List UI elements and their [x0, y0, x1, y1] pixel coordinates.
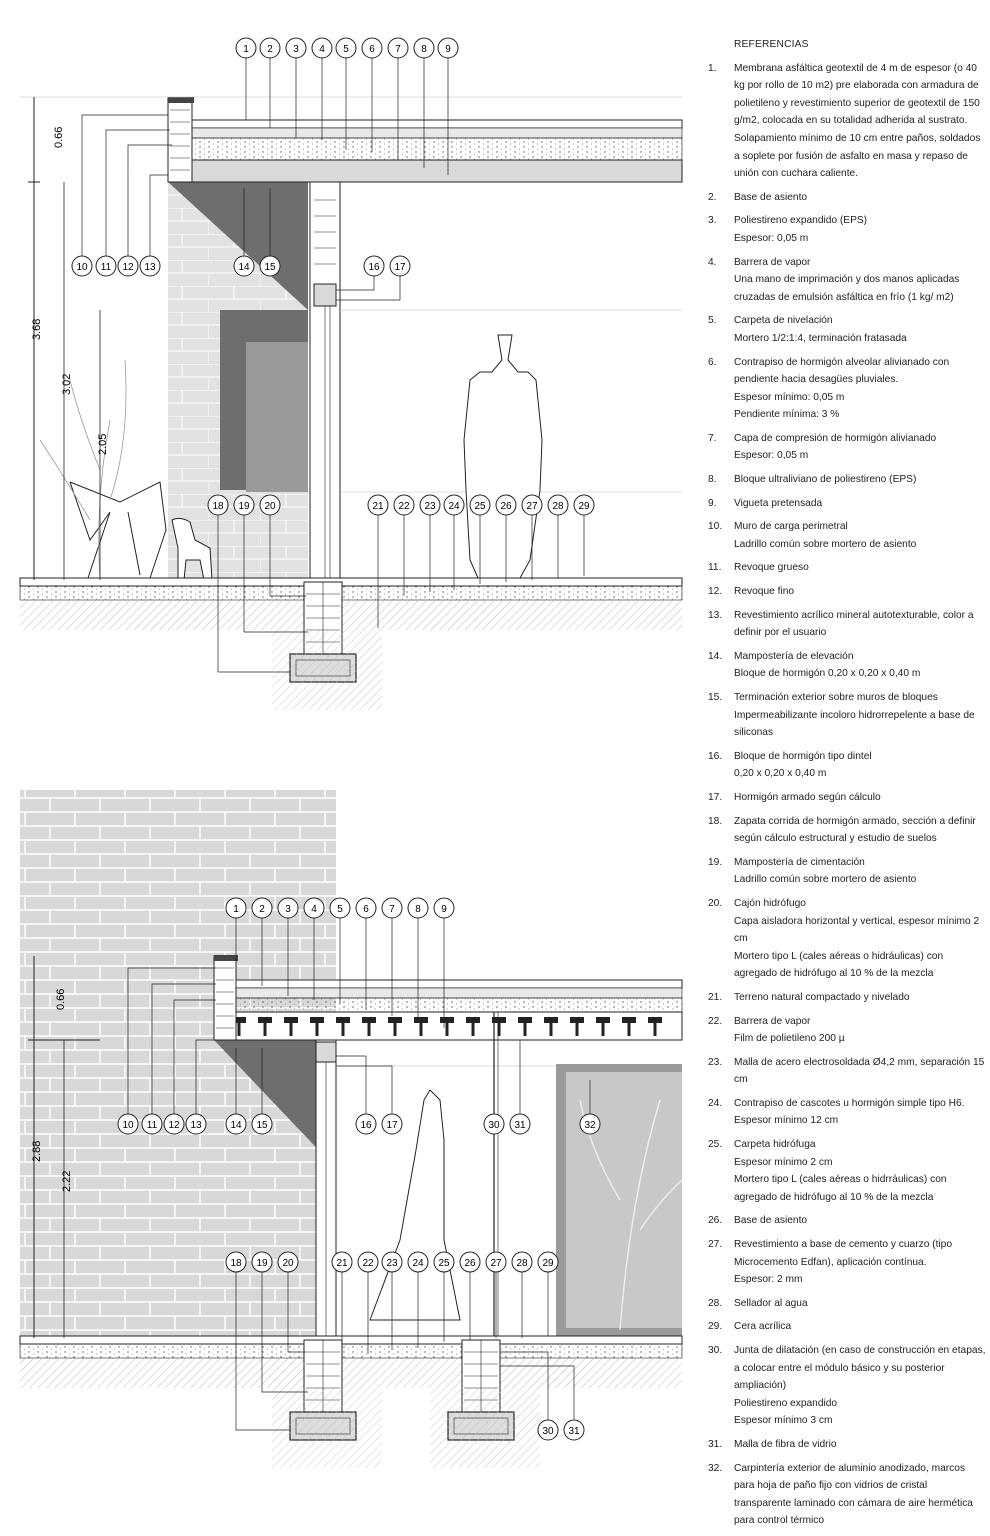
reference-number: 17. [708, 791, 723, 803]
callout-7 [382, 898, 402, 918]
svg-text:5: 5 [337, 904, 343, 915]
svg-text:7: 7 [395, 44, 401, 55]
callout-25 [470, 495, 490, 515]
callout-12 [118, 256, 138, 276]
svg-text:15: 15 [256, 1120, 268, 1131]
callout-21 [332, 1252, 352, 1272]
dim-288: 2.88 [31, 1140, 43, 1162]
reference-item [708, 748, 986, 783]
dim-066-top: 0.66 [53, 126, 65, 148]
svg-text:5: 5 [343, 44, 349, 55]
reference-number: 21. [708, 991, 723, 1003]
callout-30 [538, 1420, 558, 1440]
callout-30-upper [484, 1114, 504, 1134]
reference-number: 11. [708, 562, 722, 574]
svg-text:20: 20 [264, 501, 276, 512]
reference-text: Membrana asfáltica geotextil de 4 m de espesor (o 40 kg por rollo de 10 m2) pre elaborada con armadura de polietileno y revestimiento superior de geotextil de 150 g/m2, colocada en su totalidad adherida al sustrato. Solapamiento mínimo de 10 cm entre paños, soldados a soplete por fusión de asfalto en masa y repaso de unión con cuchara caliente. [734, 62, 981, 180]
reference-text: Capa de compresión de hormigón alivianado [734, 432, 937, 444]
reference-number: 2. [708, 191, 717, 203]
reference-text: Mortero tipo L (cales aéreas o hidráulicas) con agregado de hidrófugo al 10 % de la mezcla [734, 950, 944, 980]
reference-text: Film de polietileno 200 µ [734, 1033, 845, 1045]
reference-number: 26. [708, 1215, 723, 1227]
reference-number: 31. [708, 1438, 723, 1450]
svg-text:22: 22 [398, 501, 410, 512]
dim-222: 2.22 [61, 1170, 73, 1192]
svg-text:25: 25 [474, 501, 486, 512]
svg-text:4: 4 [311, 904, 317, 915]
callout-24 [444, 495, 464, 515]
svg-text:18: 18 [230, 1258, 242, 1269]
svg-text:13: 13 [144, 262, 156, 273]
references-list [708, 60, 986, 1530]
section-bottom [20, 790, 682, 1468]
reference-number: 24. [708, 1097, 723, 1109]
reference-text: Espesor mínimo 12 cm [734, 1115, 839, 1127]
callout-15 [260, 256, 280, 276]
reference-text: Contrapiso de cascotes u hormigón simple tipo H6. [734, 1097, 965, 1109]
reference-number: 7. [708, 432, 717, 444]
svg-text:11: 11 [100, 262, 112, 273]
reference-number: 18. [708, 815, 723, 827]
svg-text:17: 17 [394, 262, 406, 273]
svg-text:14: 14 [238, 262, 250, 273]
reference-text: Poliestireno expandido [734, 1397, 838, 1409]
reference-text: Pendiente mínima: 3 % [734, 409, 840, 421]
reference-item [708, 559, 986, 577]
reference-text: Cera acrílica [734, 1321, 792, 1333]
callout-22 [394, 495, 414, 515]
svg-text:31: 31 [514, 1120, 526, 1131]
svg-text:22: 22 [362, 1258, 374, 1269]
reference-number: 12. [708, 586, 723, 598]
reference-item [708, 1136, 986, 1206]
reference-text: Poliestireno expandido (EPS) [734, 215, 868, 227]
svg-text:31: 31 [568, 1426, 580, 1437]
reference-item [708, 1054, 986, 1089]
reference-text: Barrera de vapor [734, 256, 811, 268]
svg-text:16: 16 [368, 262, 380, 273]
reference-number: 29. [708, 1321, 723, 1333]
reference-item [708, 471, 986, 489]
reference-text: Carpeta de nivelación [734, 315, 833, 327]
reference-text: Espesor mínimo: 0,05 m [734, 391, 845, 403]
svg-text:8: 8 [421, 44, 427, 55]
reference-item [708, 1095, 986, 1130]
callout-28 [548, 495, 568, 515]
reference-item [708, 430, 986, 465]
svg-text:13: 13 [190, 1120, 202, 1131]
reference-item [708, 495, 986, 513]
callout-7 [388, 38, 408, 58]
callout-14 [234, 256, 254, 276]
reference-text: Una mano de imprimación y dos manos aplicadas cruzadas de emulsión asfáltica en frío (1 kg/ m2) [734, 274, 960, 303]
callout-27 [486, 1252, 506, 1272]
reference-item [708, 1212, 986, 1230]
reference-item [708, 689, 986, 742]
callout-5 [330, 898, 350, 918]
reference-item [708, 60, 986, 183]
svg-text:16: 16 [360, 1120, 372, 1131]
reference-text: Terminación exterior sobre muros de bloques [734, 692, 938, 703]
reference-number: 8. [708, 474, 717, 486]
reference-number: 19. [708, 856, 723, 868]
callout-2 [252, 898, 272, 918]
reference-number: 15. [708, 692, 723, 703]
callout-20 [278, 1252, 298, 1272]
svg-text:4: 4 [319, 44, 325, 55]
svg-text:19: 19 [238, 501, 250, 512]
svg-text:8: 8 [415, 904, 421, 915]
reference-text: Terreno natural compactado y nivelado [734, 991, 910, 1003]
callout-25 [434, 1252, 454, 1272]
svg-text:17: 17 [386, 1120, 398, 1131]
reference-number: 27. [708, 1239, 723, 1251]
callouts-floor-top [368, 495, 594, 515]
svg-text:11: 11 [146, 1120, 158, 1131]
svg-text:32: 32 [584, 1120, 596, 1131]
reference-number: 3. [708, 215, 717, 227]
callouts-foundation-bottom [226, 1252, 298, 1272]
reference-item [708, 1236, 986, 1289]
reference-item [708, 789, 986, 807]
reference-text: Junta de dilatación (en caso de construcción en etapas, a colocar entre el módulo básico y su posterior ampliación) [734, 1345, 986, 1392]
reference-text: Ladrillo común sobre mortero de asiento [734, 538, 917, 550]
reference-text: Ladrillo común sobre mortero de asiento [734, 874, 917, 886]
reference-text: Base de asiento [734, 1215, 808, 1227]
chair-outline [70, 482, 166, 578]
reference-text: Espesor: 0,05 m [734, 232, 809, 244]
svg-text:28: 28 [516, 1258, 528, 1269]
callout-12 [164, 1114, 184, 1134]
callout-13 [140, 256, 160, 276]
reference-number: 14. [708, 650, 723, 662]
callout-26 [460, 1252, 480, 1272]
callout-3 [286, 38, 306, 58]
svg-text:10: 10 [76, 262, 88, 273]
reference-text: Vigueta pretensada [734, 497, 823, 509]
svg-text:29: 29 [542, 1258, 554, 1269]
reference-text: Barrera de vapor [734, 1015, 811, 1027]
svg-text:1: 1 [243, 44, 249, 55]
callout-31-upper [510, 1114, 530, 1134]
reference-number: 1. [708, 62, 717, 74]
svg-text:27: 27 [526, 501, 538, 512]
reference-number: 22. [708, 1015, 723, 1027]
reference-text: Zapata corrida de hormigón armado, sección a definir según cálculo estructural y estudio de suelos [734, 815, 976, 845]
reference-text: Espesor: 0,05 m [734, 450, 809, 462]
svg-text:25: 25 [438, 1258, 450, 1269]
callout-21 [368, 495, 388, 515]
svg-text:6: 6 [363, 904, 369, 915]
reference-item [708, 583, 986, 601]
reference-text: Espesor mínimo 3 cm [734, 1415, 833, 1427]
callout-9 [438, 38, 458, 58]
svg-text:3: 3 [293, 44, 299, 55]
callout-18 [208, 495, 228, 515]
callouts-joint-base [538, 1420, 584, 1440]
reference-text: Revoque fino [734, 586, 795, 598]
callout-17 [382, 1114, 402, 1134]
svg-text:24: 24 [448, 501, 460, 512]
svg-text:29: 29 [578, 501, 590, 512]
reference-text: Contrapiso de hormigón alveolar alivianado con pendiente hacia desagües pluviales. [734, 356, 950, 386]
reference-item [708, 518, 986, 553]
callouts-lintel-top [364, 256, 410, 276]
callout-6 [362, 38, 382, 58]
callouts-floor-bottom [332, 1252, 558, 1272]
callout-16 [356, 1114, 376, 1134]
callout-16 [364, 256, 384, 276]
reference-text: Mortero 1/2:1:4, terminación fratasada [734, 332, 907, 344]
reference-text: Bloque de hormigón 0,20 x 0,20 x 0,40 m [734, 668, 921, 680]
reference-item [708, 1318, 986, 1336]
dim-066-bottom: 0.66 [55, 988, 67, 1010]
reference-number: 4. [708, 256, 717, 268]
callout-5 [336, 38, 356, 58]
reference-number: 20. [708, 897, 723, 909]
callout-29 [574, 495, 594, 515]
reference-number: 23. [708, 1056, 723, 1068]
svg-text:1: 1 [233, 904, 239, 915]
reference-number: 6. [708, 356, 717, 368]
svg-text:24: 24 [412, 1258, 424, 1269]
reference-item [708, 212, 986, 247]
reference-text: Mampostería de cimentación [734, 856, 865, 868]
callout-3 [278, 898, 298, 918]
callout-24 [408, 1252, 428, 1272]
svg-text:26: 26 [500, 501, 512, 512]
reference-text: Espesor mínimo 2 cm [734, 1156, 833, 1168]
reference-text: Revestimiento acrílico mineral autotexturable, color a definir por el usuario [734, 609, 974, 639]
reference-item [708, 1436, 986, 1454]
callout-4 [304, 898, 324, 918]
svg-text:10: 10 [122, 1120, 134, 1131]
svg-text:20: 20 [282, 1258, 294, 1269]
reference-text: Hormigón armado según cálculo [734, 791, 881, 803]
svg-text:9: 9 [441, 904, 447, 915]
callout-31 [564, 1420, 584, 1440]
reference-item [708, 1295, 986, 1313]
svg-text:12: 12 [122, 262, 134, 273]
reference-text: 0,20 x 0,20 x 0,40 m [734, 768, 827, 780]
svg-text:3: 3 [285, 904, 291, 915]
svg-text:9: 9 [445, 44, 451, 55]
callout-1 [236, 38, 256, 58]
callout-28 [512, 1252, 532, 1272]
svg-text:18: 18 [212, 501, 224, 512]
callouts-foundation-top [208, 495, 280, 515]
reference-item [708, 648, 986, 683]
reference-text: Impermeabilizante incoloro hidrorrepelente a base de siliconas [734, 709, 975, 739]
reference-text: Cajón hidrófugo [734, 897, 806, 909]
callout-23 [420, 495, 440, 515]
reference-text: Carpintería exterior de aluminio anodizado, marcos para hoja de paño fijo con vidrios de cristal transparente laminado con cámara de aire hermética para control térmico [734, 1462, 973, 1527]
reference-text: Malla de acero electrosoldada Ø4,2 mm, separación 15 cm [734, 1056, 985, 1086]
reference-item [708, 854, 986, 889]
callout-11 [142, 1114, 162, 1134]
wall-shadow-light [246, 342, 308, 492]
svg-text:6: 6 [369, 44, 375, 55]
plant-outline [40, 360, 126, 580]
reference-item [708, 354, 986, 424]
callout-22 [358, 1252, 378, 1272]
dim-368: 3.68 [31, 318, 43, 340]
reference-text: Base de asiento [734, 191, 808, 203]
reference-item [708, 895, 986, 983]
svg-text:2: 2 [259, 904, 265, 915]
references-title: REFERENCIAS [734, 39, 809, 50]
svg-text:23: 23 [424, 501, 436, 512]
reference-item [708, 312, 986, 347]
reference-text: Bloque de hormigón tipo dintel [734, 750, 872, 762]
svg-text:28: 28 [552, 501, 564, 512]
callout-8 [408, 898, 428, 918]
callout-10 [118, 1114, 138, 1134]
reference-text: Mortero tipo L (cales aéreas o hidrráulicas) con agregado de hidrófugo al 10 % de la mezcla [734, 1174, 947, 1203]
reference-text: Malla de fibra de vidrio [734, 1438, 837, 1450]
callout-23 [382, 1252, 402, 1272]
reference-text: Bloque ultraliviano de poliestireno (EPS) [734, 474, 917, 486]
reference-number: 32. [708, 1462, 723, 1474]
dim-302: 3.02 [61, 373, 73, 395]
callout-19 [252, 1252, 272, 1272]
svg-text:23: 23 [386, 1258, 398, 1269]
callout-11 [96, 256, 116, 276]
reference-item [708, 1342, 986, 1430]
callout-10 [72, 256, 92, 276]
callout-27 [522, 495, 542, 515]
callout-6 [356, 898, 376, 918]
reference-item [708, 813, 986, 848]
callout-19 [234, 495, 254, 515]
reference-number: 28. [708, 1297, 723, 1309]
svg-text:7: 7 [389, 904, 395, 915]
callouts-roof-bottom [226, 898, 454, 918]
reference-number: 16. [708, 750, 723, 762]
reference-number: 9. [708, 497, 717, 509]
callout-8 [414, 38, 434, 58]
svg-text:26: 26 [464, 1258, 476, 1269]
reference-text: Carpeta hidrófuga [734, 1139, 816, 1151]
svg-text:21: 21 [372, 501, 384, 512]
svg-text:19: 19 [256, 1258, 268, 1269]
reference-text: Muro de carga perimetral [734, 521, 848, 533]
svg-text:2: 2 [267, 44, 273, 55]
references-panel [708, 36, 986, 1536]
reference-number: 13. [708, 609, 723, 621]
reference-item [708, 607, 986, 642]
reference-number: 5. [708, 315, 717, 327]
reference-text: Revestimiento a base de cemento y cuarzo (tipo Microcemento Edfan), aplicación contínua. [734, 1239, 953, 1268]
reference-number: 10. [708, 521, 723, 533]
reference-item [708, 189, 986, 207]
callouts-roof-top [236, 38, 458, 58]
reference-item [708, 989, 986, 1007]
svg-text:30: 30 [542, 1426, 554, 1437]
svg-text:12: 12 [168, 1120, 180, 1131]
callout-4 [312, 38, 332, 58]
dim-205: 2.05 [97, 433, 109, 455]
reference-text: Sellador al agua [734, 1297, 808, 1309]
callout-1 [226, 898, 246, 918]
callout-15 [252, 1114, 272, 1134]
svg-text:21: 21 [336, 1258, 348, 1269]
callout-14 [226, 1114, 246, 1134]
callout-32 [580, 1114, 600, 1134]
callout-26 [496, 495, 516, 515]
reference-item [708, 254, 986, 307]
section-top [20, 38, 682, 710]
callout-17 [390, 256, 410, 276]
svg-text:15: 15 [264, 262, 276, 273]
callout-9 [434, 898, 454, 918]
reference-number: 25. [708, 1139, 723, 1151]
reference-number: 30. [708, 1345, 723, 1356]
reference-item [708, 1460, 986, 1530]
parapet [168, 98, 192, 182]
callout-13 [186, 1114, 206, 1134]
svg-text:14: 14 [230, 1120, 242, 1131]
reference-text: Revoque grueso [734, 562, 809, 574]
reference-text: Capa aisladora horizontal y vertical, espesor mínimo 2 cm [734, 915, 980, 945]
person-silhouette [464, 335, 542, 578]
reference-text: Mampostería de elevación [734, 650, 854, 662]
reference-item [708, 1013, 986, 1048]
callout-2 [260, 38, 280, 58]
svg-text:27: 27 [490, 1258, 502, 1269]
callout-18 [226, 1252, 246, 1272]
reference-text: Espesor: 2 mm [734, 1274, 803, 1286]
svg-text:30: 30 [488, 1120, 500, 1131]
callout-20 [260, 495, 280, 515]
callout-29 [538, 1252, 558, 1272]
